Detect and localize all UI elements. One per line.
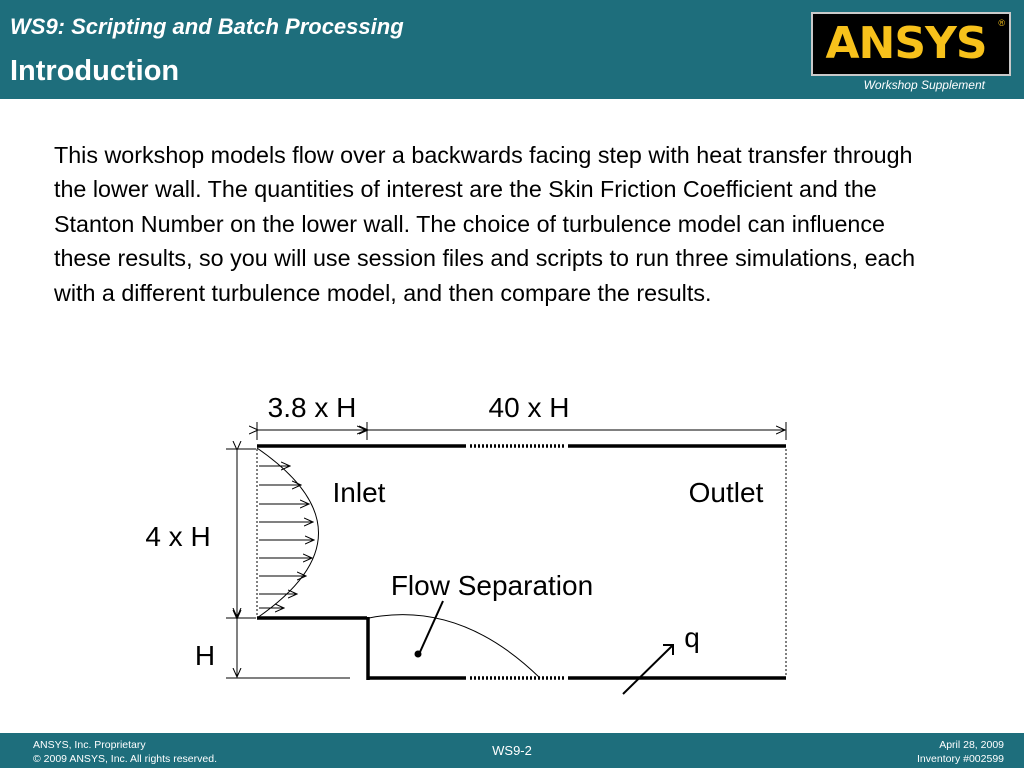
step-height-label: H [194,640,216,671]
registered-mark: ® [998,18,1005,28]
workshop-subtitle: WS9: Scripting and Batch Processing [10,14,404,39]
footer-date: April 28, 2009 [939,739,1004,751]
slide-title: Introduction [10,55,180,87]
separation-point [415,651,422,658]
separation-streamline [369,615,540,678]
inlet-height-label: 4 x H [145,521,211,552]
inlet-label: Inlet [332,477,386,508]
footer-bar [0,733,1024,768]
separation-pointer [420,601,443,652]
ansys-logo-text: ANSYS [825,18,987,69]
heat-flux-label: q [684,622,700,653]
channel-length-label: 40 x H [488,392,570,423]
horizontal-dimension-lines [257,422,786,440]
page-number: WS9-2 [492,743,532,758]
workshop-supplement-label: Workshop Supplement [863,78,985,92]
intro-paragraph: This workshop models flow over a backwards facing step with heat transfer through the lower wall. The quantities of interest are the Skin Friction Coefficient and the Stanton Number on the lower wall. The choice of turbulence model can influence these results, so you will use session files and scripts to run three simulations, each with a different turbulence model, and then compare the results. [54,142,916,306]
inlet-velocity-profile [257,448,319,618]
inlet-length-label: 3.8 x H [267,392,357,423]
proprietary-notice: ANSYS, Inc. Proprietary [33,739,146,751]
copyright-notice: © 2009 ANSYS, Inc. All rights reserved. [33,753,217,765]
outlet-label: Outlet [688,477,764,508]
footer-meta [917,738,1004,766]
flow-separation-label: Flow Separation [390,570,594,601]
inventory-number: Inventory #002599 [917,753,1004,765]
heat-flux-arrow [623,646,672,694]
vertical-dimension-lines [226,449,350,678]
